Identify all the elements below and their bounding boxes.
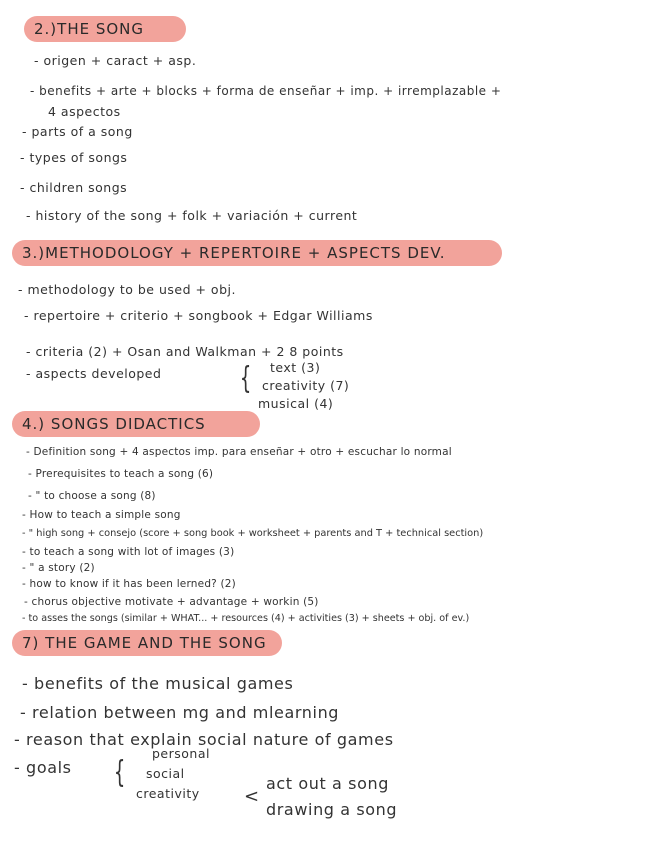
goal-item: social — [146, 766, 185, 781]
heading-songs-didactics: 4.) SONGS DIDACTICS — [12, 411, 260, 437]
note-line: - benefits of the musical games — [22, 674, 294, 693]
note-line: - goals — [14, 758, 72, 777]
heading-methodology: 3.)METHODOLOGY + REPERTOIRE + ASPECTS DEV. — [12, 240, 502, 266]
note-line: - Prerequisites to teach a song (6) — [28, 468, 214, 480]
goal-item: creativity — [136, 786, 200, 801]
note-line: - methodology to be used + obj. — [18, 282, 236, 297]
note-line: - relation between mg and mlearning — [20, 703, 340, 722]
note-line: - How to teach a simple song — [22, 509, 181, 521]
goal-item: personal — [152, 746, 210, 761]
heading-game-and-song: 7) THE GAME AND THE SONG — [12, 630, 282, 656]
note-line: - children songs — [20, 180, 128, 195]
note-line: - criteria (2) + Osan and Walkman + 2 8 points — [26, 344, 344, 359]
creativity-item: drawing a song — [266, 800, 398, 819]
note-line: - repertoire + criterio + songbook + Edgar Williams — [24, 308, 373, 323]
note-line: - origen + caract + asp. — [34, 53, 197, 68]
note-line: - how to know if it has been lerned? (2) — [22, 578, 236, 590]
note-line: - benefits + arte + blocks + forma de enseñar + imp. + irremplazable + — [30, 84, 502, 98]
aspect-item: text (3) — [270, 360, 321, 375]
angle-bracket-icon: < — [244, 786, 260, 807]
note-line: - to asses the songs (similar + WHAT... + resources (4) + activities (3) + sheets + obj. of ev.) — [22, 613, 470, 624]
note-line: 4 aspectos — [48, 104, 121, 119]
brace-icon: { — [113, 755, 126, 790]
note-line: - history of the song + folk + variación + current — [26, 208, 358, 223]
note-line: - parts of a song — [22, 124, 133, 139]
heading-the-song: 2.)THE SONG — [24, 16, 186, 42]
creativity-item: act out a song — [266, 774, 389, 793]
note-line: - " to choose a song (8) — [28, 490, 156, 502]
note-line: - chorus objective motivate + advantage + workin (5) — [24, 596, 319, 608]
note-line: - aspects developed — [26, 366, 162, 381]
note-line: - to teach a song with lot of images (3) — [22, 546, 235, 558]
note-line: - " a story (2) — [22, 562, 95, 574]
note-line: - reason that explain social nature of games — [14, 730, 394, 749]
brace-icon: { — [239, 361, 252, 396]
note-line: - types of songs — [20, 150, 128, 165]
note-line: - Definition song + 4 aspectos imp. para enseñar + otro + escuchar lo normal — [26, 446, 452, 458]
note-line: - " high song + consejo (score + song book + worksheet + parents and T + technical section) — [22, 528, 484, 539]
aspect-item: musical (4) — [258, 396, 334, 411]
aspect-item: creativity (7) — [262, 378, 350, 393]
